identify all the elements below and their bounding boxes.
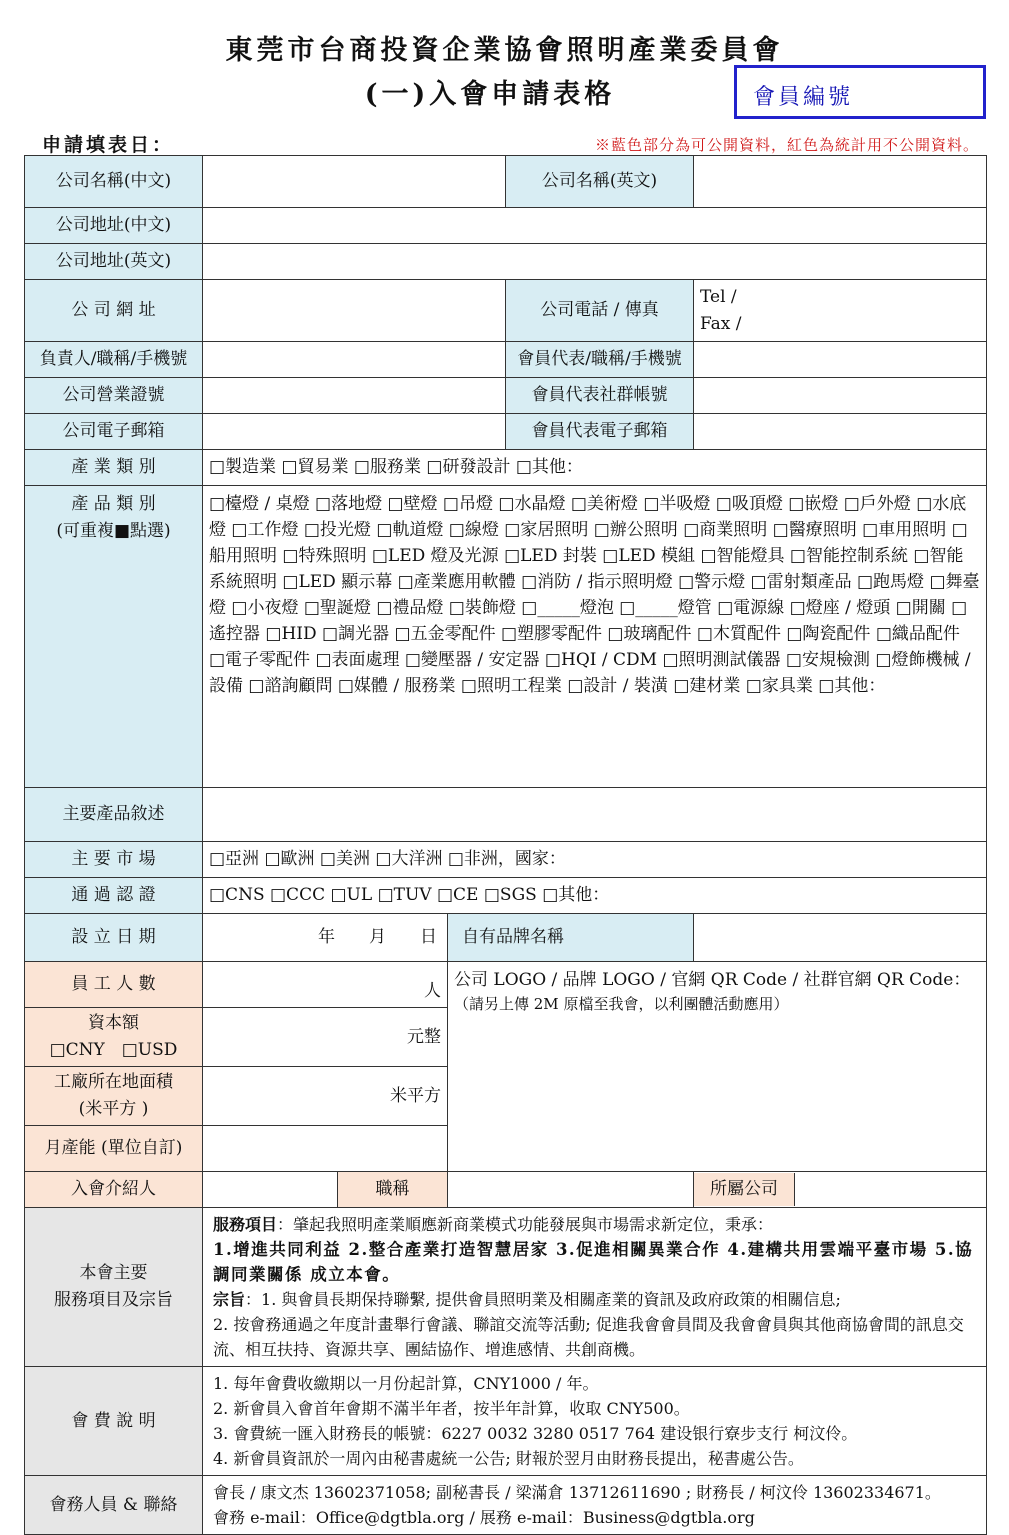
referrer-title-label: 職稱 [338, 1172, 448, 1208]
referrer-label: 入會介紹人 [25, 1172, 203, 1208]
brand-label: 自有品牌名稱 [448, 914, 694, 962]
address-en-label: 公司地址(英文) [25, 244, 203, 280]
company-name-cn-label: 公司名稱(中文) [25, 156, 203, 208]
contact-label: 會務人員 & 聯絡 [25, 1476, 203, 1535]
referrer-field[interactable] [203, 1172, 338, 1208]
founded-label: 設 立 日 期 [25, 914, 203, 962]
certification-label: 通 過 認 證 [25, 878, 203, 914]
email-field[interactable] [203, 414, 506, 450]
rep-field[interactable] [694, 342, 987, 378]
fee-line-4: 4. 新會員資訊於一周內由秘書處統一公告; 財報於翌月由財務長提出，秘書處公告。 [213, 1449, 804, 1468]
tel-label: Tel / [700, 286, 737, 307]
fee-line-1: 1. 每年會費收繳期以一月份起計算，CNY1000 / 年。 [213, 1374, 599, 1393]
member-number-box[interactable]: 會員編號 [734, 65, 986, 119]
founded-field[interactable]: 年 月 日 [203, 914, 448, 962]
company-name-en-label: 公司名稱(英文) [506, 156, 694, 208]
rep-label: 會員代表/職稱/手機號 [506, 342, 694, 378]
disclosure-note: ※藍色部分為可公開資料，紅色為統計用不公開資料。 [594, 136, 979, 154]
factory-area-field[interactable]: 米平方 [203, 1067, 448, 1126]
referrer-company-label: 所屬公司 [694, 1173, 795, 1206]
rep-email-field[interactable] [694, 414, 987, 450]
capital-currency-options[interactable]: □CNY □USD [49, 1040, 178, 1060]
capacity-field[interactable] [203, 1126, 448, 1172]
form-title: 東莞市台商投資企業協會照明產業委員會 [225, 35, 784, 66]
logo-upload-note: （請另上傳 2M 原檔至我會，以利團體活動應用） [454, 995, 789, 1013]
market-label: 主 要 市 場 [25, 842, 203, 878]
employees-field[interactable]: 人 [203, 962, 448, 1008]
company-name-en-field[interactable] [694, 156, 987, 208]
factory-area-label [25, 1067, 203, 1126]
rep-social-label: 會員代表社群帳號 [506, 378, 694, 414]
service-items-head: 服務項目 [213, 1215, 278, 1234]
capital-label [25, 1008, 203, 1067]
fax-label: Fax / [700, 313, 742, 334]
service-label-line2: 服務項目及宗旨 [54, 1290, 173, 1310]
main-product-label: 主要產品敘述 [25, 788, 203, 842]
certification-options[interactable]: □CNS □CCC □UL □TUV □CE □SGS □其他： [203, 878, 987, 914]
service-label-line1: 本會主要 [79, 1263, 148, 1283]
address-cn-field[interactable] [203, 208, 987, 244]
industry-options[interactable]: □製造業 □貿易業 □服務業 □研發設計 □其他： [203, 450, 987, 486]
service-purpose-head: 宗旨 [213, 1290, 246, 1309]
application-date-label: 申請填表日： [42, 134, 175, 156]
factory-area-title: 工廠所在地面積 [54, 1072, 173, 1092]
product-category-sub: (可重複■點選) [56, 521, 171, 541]
market-options[interactable]: □亞洲 □歐洲 □美洲 □大洋洲 □非洲，國家： [203, 842, 987, 878]
phone-fax-label: 公司電話 / 傳真 [506, 280, 694, 342]
brand-field[interactable] [694, 914, 987, 962]
fee-label: 會 費 說 明 [25, 1367, 203, 1476]
product-category-title: 產 品 類 別 [71, 494, 156, 514]
factory-area-sub: (米平方 ) [78, 1099, 149, 1119]
logo-upload-text: 公司 LOGO / 品牌 LOGO / 官網 QR Code / 社群官網 QR Code： [454, 970, 971, 990]
contact-content [203, 1476, 987, 1535]
rep-email-label: 會員代表電子郵箱 [506, 414, 694, 450]
phone-fax-field[interactable] [694, 280, 987, 342]
company-name-cn-field[interactable] [203, 156, 506, 208]
logo-upload-area[interactable] [448, 962, 987, 1172]
capital-title: 資本額 [88, 1013, 139, 1033]
fee-line-3: 3. 會費統一匯入財務長的帳號：6227 0032 3280 0517 764 建设银行寮步支行 柯汶伶。 [213, 1424, 858, 1443]
service-purpose [213, 1287, 976, 1312]
service-items-list: 1.增進共同利益 2.整合產業打造智慧居家 3.促進相關異業合作 4.建構共用雲端平臺市場 5.協調同業關係 成立本會。 [213, 1240, 974, 1284]
application-form-table [24, 155, 987, 1535]
service-items-text: ：肇起我照明產業順應新商業模式功能發展與市場需求新定位，秉承： [277, 1215, 774, 1234]
service-content [203, 1208, 987, 1367]
contact-line-1: 會長 / 康文杰 13602371058; 副秘書長 / 梁滿倉 13712611690 ; 財務長 / 柯汶伶 13602334671。 [213, 1483, 941, 1502]
referrer-company-cell[interactable] [694, 1172, 987, 1208]
form-subtitle: (一)入會申請表格 [364, 79, 616, 110]
capacity-label: 月產能 (單位自訂) [25, 1126, 203, 1172]
address-en-field[interactable] [203, 244, 987, 280]
service-label [25, 1208, 203, 1367]
website-field[interactable] [203, 280, 506, 342]
fee-content [203, 1367, 987, 1476]
license-label: 公司營業證號 [25, 378, 203, 414]
email-label: 公司電子郵箱 [25, 414, 203, 450]
product-category-label [25, 486, 203, 788]
service-purpose-1: ：1. 與會員長期保持聯繫, 提供會員照明業及相關產業的資訊及政府政策的相關信息; [245, 1290, 841, 1309]
industry-label: 產 業 類 別 [25, 450, 203, 486]
fee-line-2: 2. 新會員入會首年會期不滿半年者，按半年計算，收取 CNY500。 [213, 1399, 690, 1418]
website-label: 公 司 網 址 [25, 280, 203, 342]
product-options[interactable]: □檯燈 / 桌燈 □落地燈 □壁燈 □吊燈 □水晶燈 □美術燈 □半吸燈 □吸頂燈 □嵌燈 □戶外燈 □水底燈 □工作燈 □投光燈 □軌道燈 □線燈 □家居照明 □辦公照明 □商業照明 □醫療照明 □車用照明 □船用照明 □特殊照明 □LED 燈及光源 □LED 封裝 □LED 模組 □智能燈具 □智能控制系統 □智能系統照明 □LED 顯示幕 □產業應用軟體 □消防 / 指示照明燈 □警示燈 □雷射類產品 □跑馬燈 □舞臺燈 □小夜燈 □聖誕燈 □禮品燈 □裝飾燈 □_____燈泡 □_____燈管 □電源線 □燈座 / 燈頭 □開關 □遙控器 □HID □調光器 □五金零配件 □塑膠零配件 □玻璃配件 □木質配件 □陶瓷配件 □織品配件 □電子零配件 □表面處理 □變壓器 / 安定器 □HQI / CDM □照明測試儀器 □安規檢測 □燈飾機械 / 設備 □諮詢顧問 □媒體 / 服務業 □照明工程業 □設計 / 裝潢 □建材業 □家具業 □其他： [203, 486, 987, 788]
address-cn-label: 公司地址(中文) [25, 208, 203, 244]
license-field[interactable] [203, 378, 506, 414]
employees-label: 員 工 人 數 [25, 962, 203, 1008]
service-purpose-2: 2. 按會務通過之年度計畫舉行會議、聯誼交流等活動; 促進我會會員間及我會會員與其他商協會間的訊息交流、相互扶持、資源共享、團結協作、增進感情、共創商機。 [213, 1315, 964, 1359]
referrer-title-field[interactable] [448, 1172, 694, 1208]
capital-field[interactable]: 元整 [203, 1008, 448, 1067]
main-product-field[interactable] [203, 788, 987, 842]
rep-social-field[interactable] [694, 378, 987, 414]
service-items [213, 1212, 976, 1237]
contact-line-2: 會務 e-mail：Office@dgtbla.org / 展務 e-mail：Business@dgtbla.org [213, 1508, 755, 1527]
owner-label: 負責人/職稱/手機號 [25, 342, 203, 378]
owner-field[interactable] [203, 342, 506, 378]
